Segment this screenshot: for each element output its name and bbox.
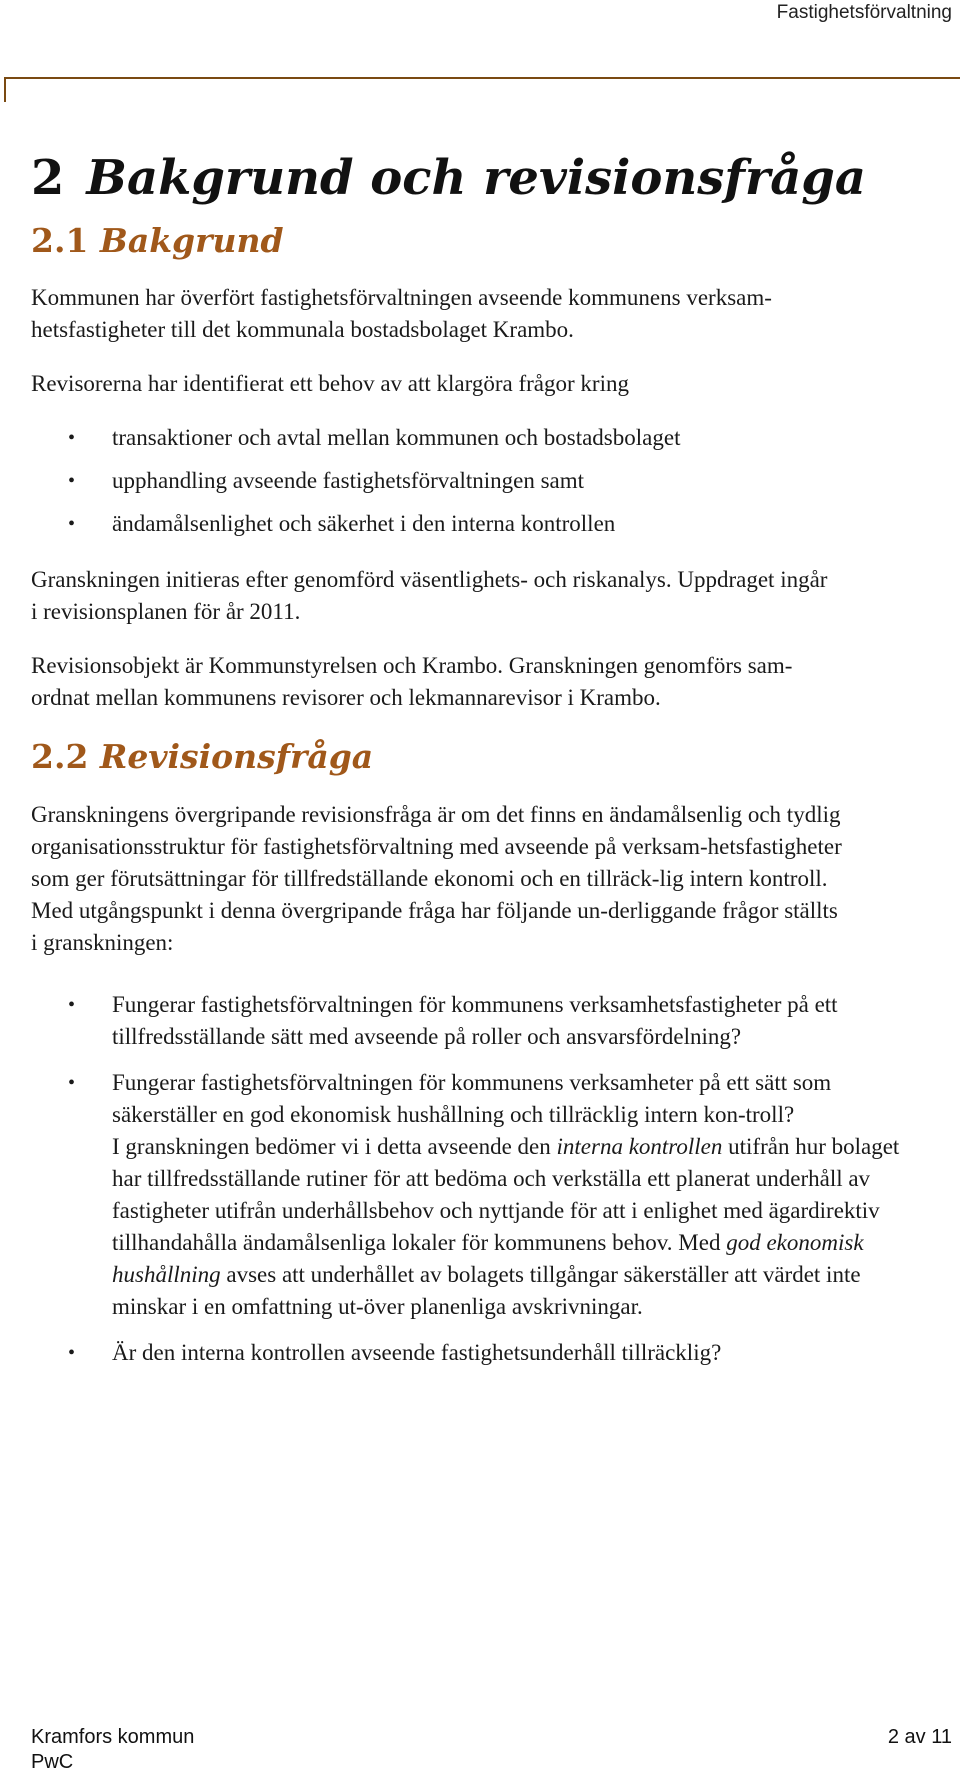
list-item: • Är den interna kontrollen avseende fastighetsunderhåll tillräcklig? [31, 1337, 926, 1369]
header-rule [4, 77, 960, 79]
paragraph: Granskningen initieras efter genomförd väsentlighets- och riskanalys. Uppdraget ingår i revisionsplanen för år 2011. [31, 567, 828, 624]
section-heading-bakgrund [31, 219, 951, 263]
list-item-text: I granskningen bedömer vi i detta avseende den [112, 1134, 557, 1159]
bullet-list [31, 989, 926, 1369]
list-item: • upphandling avseende fastighetsförvaltningen samt [31, 465, 951, 497]
list-item: • Fungerar fastighetsförvaltningen för kommunens verksamhetsfastigheter på ett tillfredsställande sätt med avseende på roller och ansvarsfördelning? [31, 989, 926, 1053]
document-body [31, 148, 951, 1369]
list-item [31, 1067, 926, 1323]
chapter-title: Bakgrund och revisionsfråga [86, 150, 866, 206]
section-title: Bakgrund [99, 221, 284, 260]
section-heading-revisionsfraga [31, 735, 951, 779]
page-number: 2 av 11 [887, 1726, 952, 1748]
section-title: Revisionsfråga [99, 737, 374, 776]
bullet-list [31, 422, 951, 540]
running-header: Fastighetsförvaltning [776, 2, 952, 23]
emphasis: god ekonomisk hushållning [112, 1230, 864, 1287]
emphasis: interna kontrollen [556, 1134, 723, 1159]
list-item-text: avses att underhållet av bolagets tillgångar säkerställer att värdet inte minskar i en omfattning ut-över planenliga avskrivningar. [112, 1262, 861, 1319]
list-item: • ändamålsenlighet och säkerhet i den interna kontrollen [31, 508, 951, 540]
chapter-heading [31, 148, 951, 208]
paragraph: Revisorerna har identifierat ett behov av att klargöra frågor kring [31, 371, 629, 396]
paragraph: Kommunen har överfört fastighetsförvaltningen avseende kommunens verksam-hetsfastigheter till det kommunala bostadsbolaget Krambo. [31, 285, 772, 342]
section-number: 2.2 [31, 737, 89, 776]
paragraph: Granskningens övergripande revisionsfråga är om det finns en ändamålsenlig och tydlig organisationsstruktur för fastighetsförvaltning med avseende på verksam-hetsfastigheter som ger förutsättningar för tillfredställande ekonomi och en tillräck-lig intern kontroll. Med utgångspunkt i denna övergripande fråga har följande un-derliggande frågor ställts i granskningen: [31, 802, 842, 955]
list-item: • transaktioner och avtal mellan kommunen och bostadsbolaget [31, 422, 951, 454]
footer-line-1 [31, 1726, 952, 1749]
footer-line-2 [31, 1751, 952, 1774]
paragraph: Revisionsobjekt är Kommunstyrelsen och Krambo. Granskningen genomförs sam-ordnat mellan kommunens revisorer och lekmannarevisor i Krambo. [31, 653, 793, 710]
section-number: 2.1 [31, 221, 89, 260]
header-rule-corner [4, 77, 6, 102]
footer-organization: Kramfors kommun [31, 1726, 195, 1748]
chapter-number: 2 [31, 150, 65, 206]
list-item-text: utifrån hur bolaget har tillfredsställande rutiner för att bedöma och verkställa ett planerat underhåll av fastigheter utifrån underhållsbehov och nyttjande för att i enlighet med ägardirektiv tillhandahålla ändamålsenliga lokaler för kommunens behov. Med [112, 1134, 900, 1255]
list-item-question: Fungerar fastighetsförvaltningen för kommunens verksamheter på ett sätt som säkerställer en god ekonomisk hushållning och tillräcklig intern kon-troll? [112, 1070, 832, 1127]
footer-company: PwC [31, 1751, 74, 1773]
